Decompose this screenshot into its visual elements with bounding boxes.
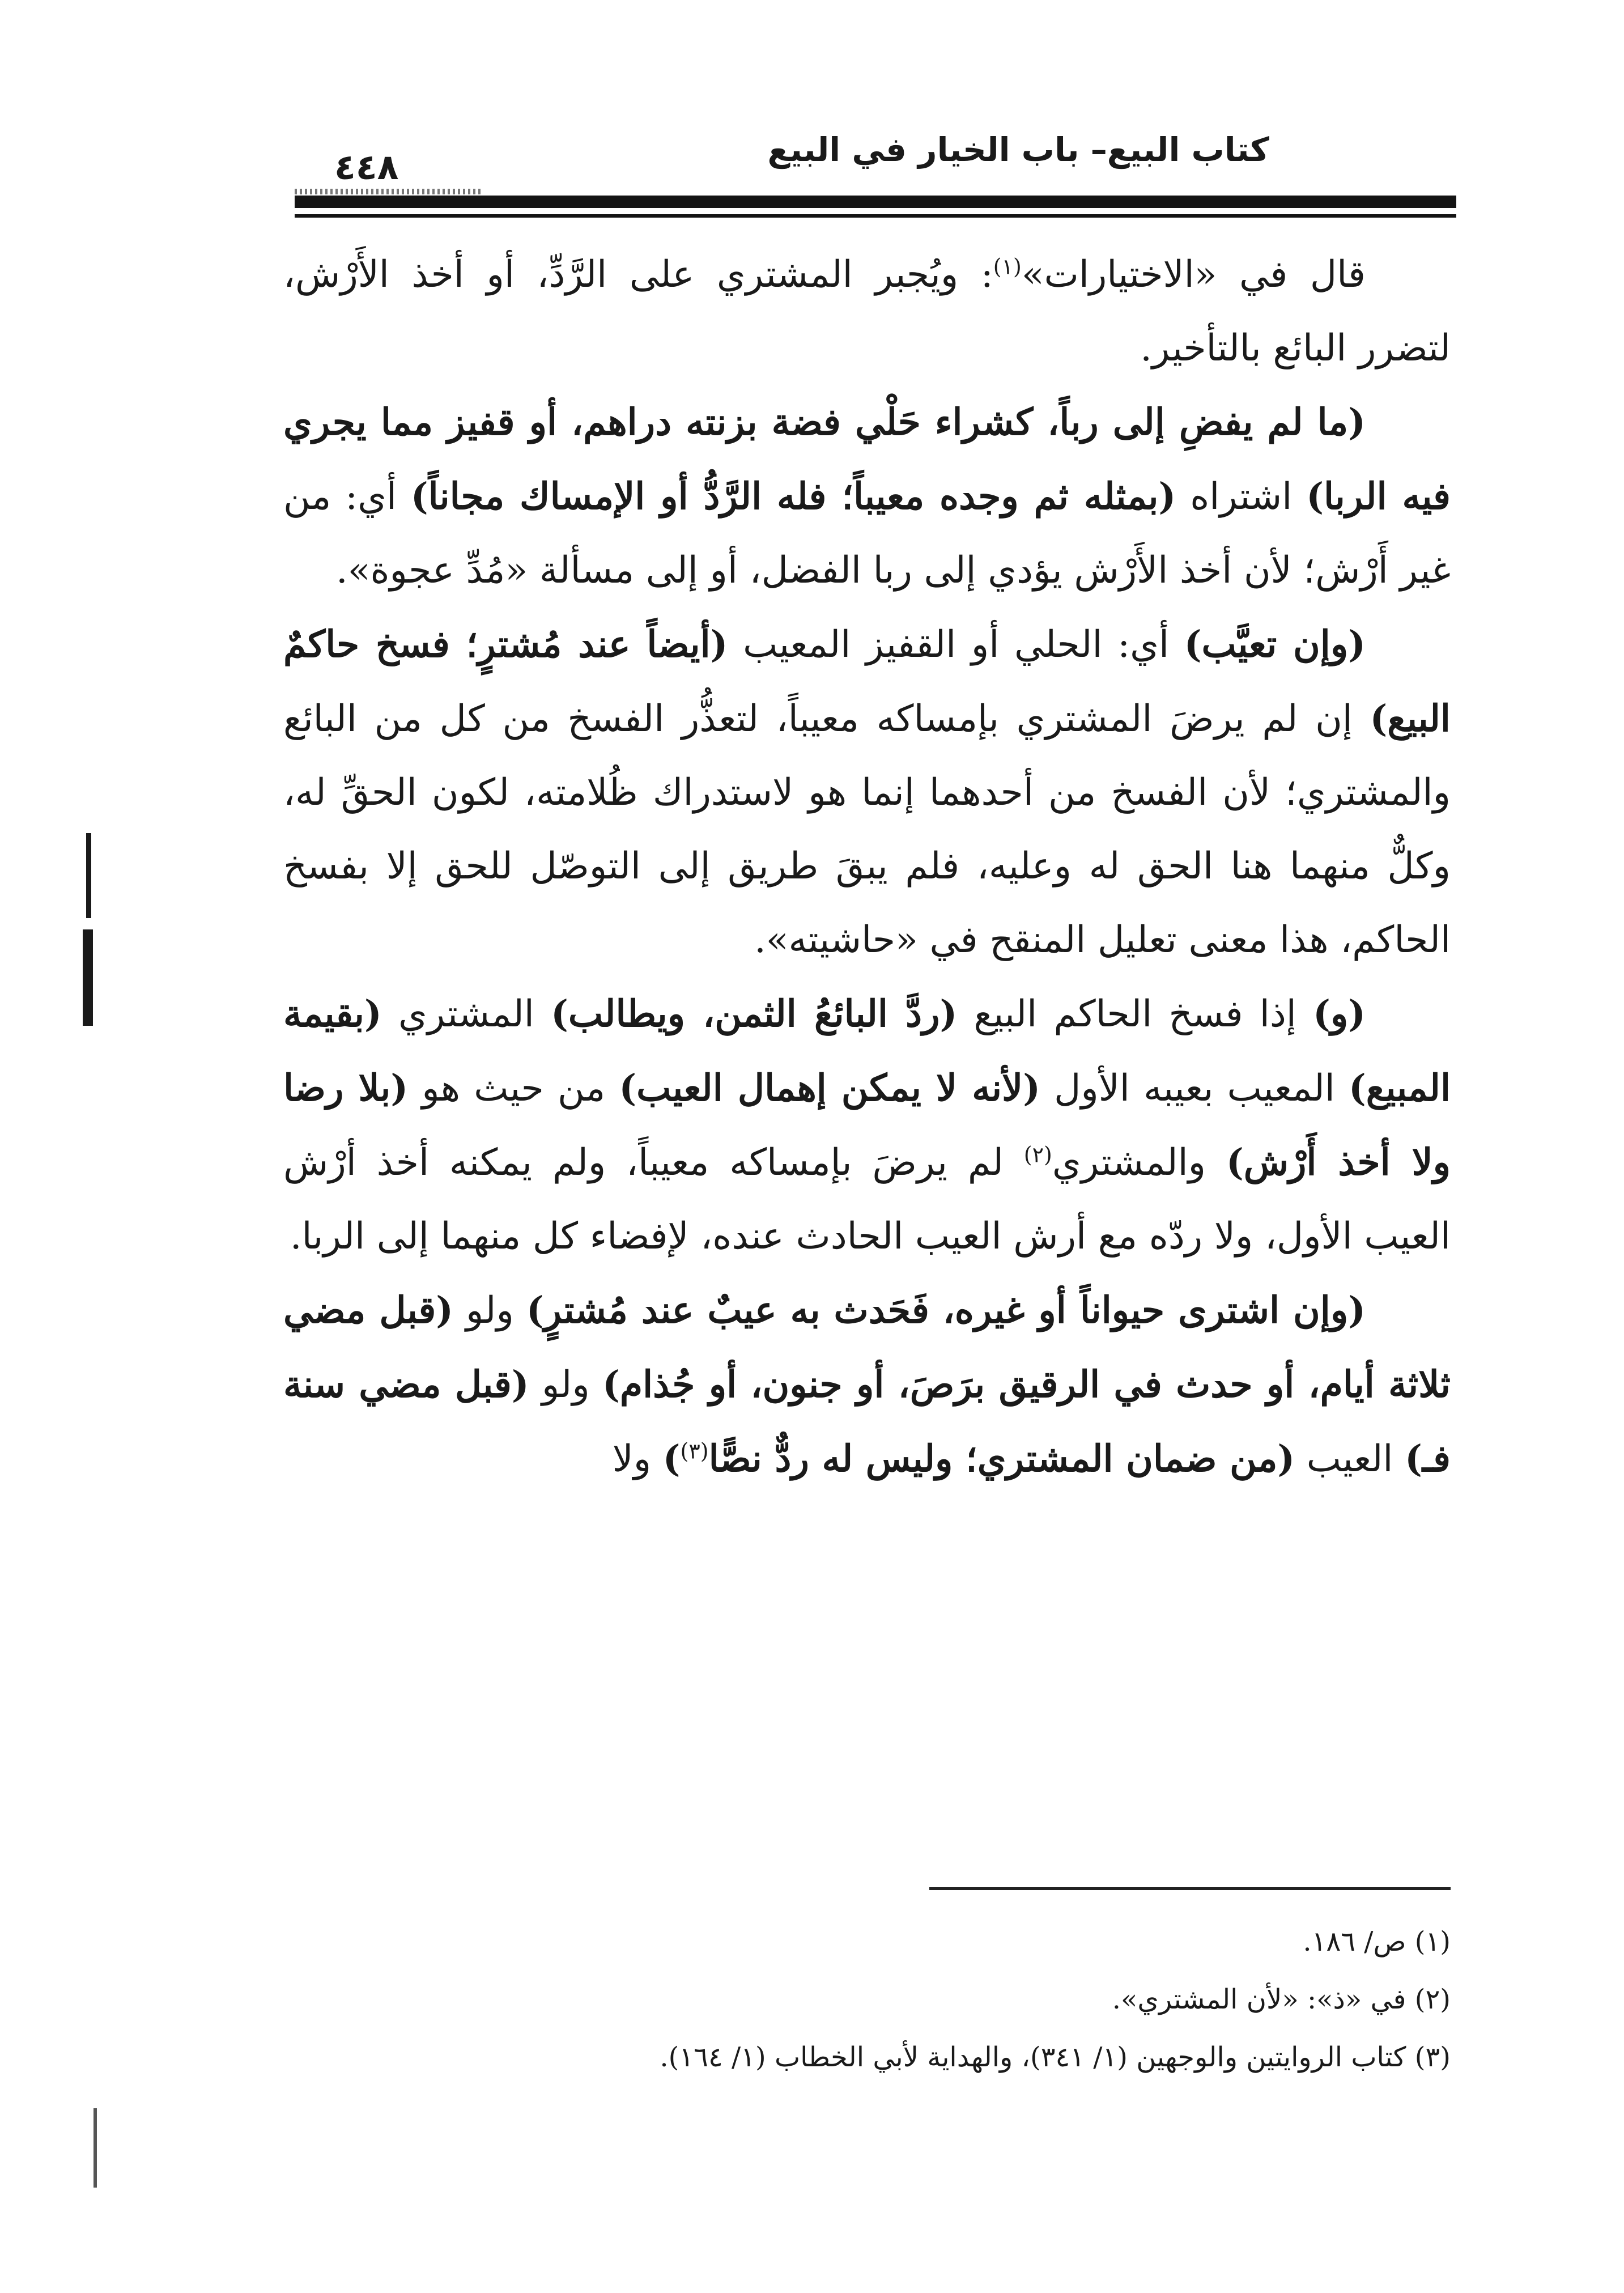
- footnote-ref: (٢): [1023, 1142, 1052, 1167]
- sharh-text: ولو: [453, 1289, 526, 1332]
- sharh-text: ولو: [529, 1364, 603, 1406]
- sharh-text: : ويُجبر المشتري على الرَّدِّ، أو أخذ الأَرْش، لتضرر البائع بالتأخير.: [283, 253, 1451, 370]
- matn-text: (أيضاً عند مُشترٍ؛ فسخ حاكمٌ البيع): [283, 623, 1451, 740]
- matn-text: (بلا رضا ولا أخذ أَرْش): [283, 1067, 1451, 1184]
- footnote-separator: [929, 1887, 1451, 1890]
- body-text: [283, 238, 1451, 1496]
- matn-text: (قبل مضي ثلاثة أيام، أو حدث في الرقيق برَصَ، أو جنون، أو جُذام): [283, 1289, 1451, 1406]
- sharh-text: اشتراه: [1176, 475, 1307, 518]
- sharh-text: العيب: [1295, 1438, 1405, 1480]
- sharh-text: ولا: [612, 1438, 663, 1480]
- footnote: (٢) في «ذ»: «لأن المشتري».: [1112, 1984, 1451, 2015]
- sharh-text: لم يرضَ بإمساكه معيباً، ولم يمكنه أخذ أرْش العيب الأول، ولا ردّه مع أرش العيب الحادث عنده، لإفضاء كل منهما إلى الربا.: [283, 1141, 1451, 1258]
- header-rule-texture: [295, 189, 482, 194]
- chapter-title: كتاب البيع– باب الخيار في البيع: [767, 130, 1269, 169]
- binding-mark: [86, 833, 91, 918]
- paragraph: [283, 238, 1451, 385]
- matn-text: (قبل مضي سنة فـ): [283, 1363, 1451, 1480]
- matn-text: (لأنه لا يمكن إهمال العيب): [619, 1067, 1040, 1110]
- footnote: (١) ص/ ١٨٦.: [1303, 1926, 1451, 1957]
- binding-mark: [93, 2108, 97, 2188]
- header-rule-thin: [295, 214, 1456, 218]
- matn-text: (و): [1313, 992, 1366, 1035]
- paragraph: [283, 1273, 1451, 1496]
- sharh-text: المعيب بعيبه الأول: [1040, 1067, 1349, 1110]
- matn-text: (بقيمة المبيع): [283, 992, 1451, 1110]
- sharh-text: المشتري: [381, 993, 551, 1035]
- running-header: [295, 125, 1456, 193]
- sharh-text: قال في «الاختيارات»: [1021, 253, 1366, 296]
- matn-text: (وإن اشترى حيواناً أو غيره، فَحَدث به عيبٌ عند مُشترٍ): [526, 1289, 1366, 1332]
- matn-text: (وإن تعيَّب): [1184, 623, 1366, 666]
- sharh-text: إن لم يرضَ المشتري بإمساكه معيباً، لتعذُّر الفسخ من كل من البائع والمشتري؛ لأن الفسخ من أحدهما إنما هو لاستدراك ظُلامته، لكون الحقِّ له، وكلٌّ منهما هنا الحق له وعليه، فلم يبقَ طريق إلى التوصّل للحق إلا بفسخ الحاكم، هذا معنى تعليل المنقح في «حاشيته».: [283, 698, 1451, 961]
- sharh-text: إذا فسخ الحاكم البيع: [957, 993, 1313, 1035]
- matn-text: (بمثله ثم وجده معيباً؛ فله الرَّدُّ أو الإمساك مجاناً): [410, 475, 1176, 518]
- sharh-text: من حيث هو: [408, 1067, 619, 1110]
- sharh-text: أي: من غير أَرْش؛ لأن أخذ الأَرْش يؤدي إلى ربا الفضل، أو إلى مسألة «مُدِّ عجوة».: [283, 475, 1451, 592]
- sharh-text: أي: الحلي أو القفيز المعيب: [728, 623, 1184, 666]
- paragraph: [283, 977, 1451, 1273]
- page-number: ٤٤٨: [334, 146, 399, 188]
- binding-mark: [83, 929, 93, 1026]
- header-rule-thick: [295, 196, 1456, 208]
- matn-text: (ردَّ البائعُ الثمن، ويطالب): [551, 992, 958, 1035]
- paragraph: [283, 608, 1451, 977]
- footnote-ref: (٣): [680, 1438, 709, 1464]
- matn-text: ): [662, 1437, 681, 1480]
- paragraph: [283, 385, 1451, 608]
- footnote: (٣) كتاب الروايتين والوجهين (١/ ٣٤١)، والهداية لأبي الخطاب (١/ ١٦٤).: [660, 2041, 1451, 2073]
- matn-text: (من ضمان المشتري؛ وليس له ردٌّ نصًّا: [708, 1437, 1295, 1480]
- matn-text: (ما لم يفضِ إلى رباً، كشراء حَلْي فضة بزنته دراهم، أو قفيز مما يجري فيه الربا): [283, 401, 1451, 518]
- footnote-ref: (١): [993, 254, 1022, 279]
- footnotes: [283, 1913, 1451, 2086]
- sharh-text: والمشتري: [1052, 1141, 1226, 1184]
